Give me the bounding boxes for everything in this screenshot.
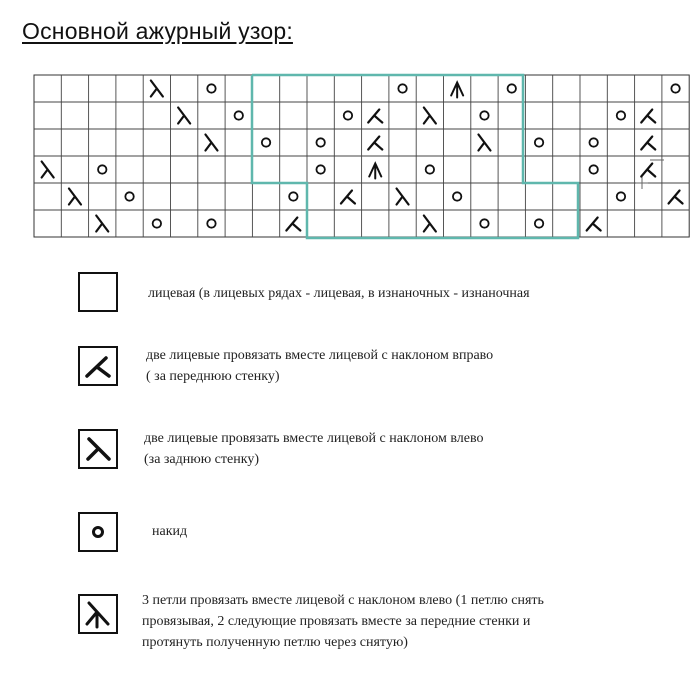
legend-text-k2tog-right <box>146 345 493 387</box>
legend-line: (за заднюю стенку) <box>144 452 259 467</box>
legend-line: провязывая, 2 следующие провязать вместе за передние стенки и <box>142 614 531 629</box>
legend-text-yo <box>152 521 187 542</box>
legend-line: две лицевые провязать вместе лицевой с наклоном вправо <box>146 348 494 363</box>
legend-box-yo <box>78 512 118 552</box>
legend-line: ( за переднюю стенку) <box>146 369 280 384</box>
legend-line: протянуть полученную петлю через снятую) <box>142 635 408 650</box>
chart-grid <box>34 75 689 237</box>
legend-line: две лицевые провязать вместе лицевой с наклоном влево <box>144 431 484 446</box>
legend-box-k2tog-left <box>78 429 118 469</box>
legend-box-knit <box>78 272 118 312</box>
legend-box-k2tog-right <box>78 346 118 386</box>
yarn-over-icon <box>80 514 116 550</box>
k2tog-right-icon <box>80 348 116 384</box>
legend-text-k2tog-left <box>144 428 484 470</box>
sk2p-icon <box>80 596 116 632</box>
legend-box-sk2p <box>78 594 118 634</box>
legend-text-knit <box>148 283 530 304</box>
legend-line: лицевая (в лицевых рядах - лицевая, в изнаночных - изнаночная <box>148 286 530 301</box>
k2tog-left-icon <box>80 431 116 467</box>
legend-line: накид <box>152 524 188 539</box>
knitting-chart <box>0 0 690 250</box>
legend-line: 3 петли провязать вместе лицевой с наклоном влево (1 петлю снять <box>142 593 544 608</box>
legend-text-sk2p <box>142 590 544 653</box>
page-title: Основной ажурный узор: <box>22 18 293 44</box>
